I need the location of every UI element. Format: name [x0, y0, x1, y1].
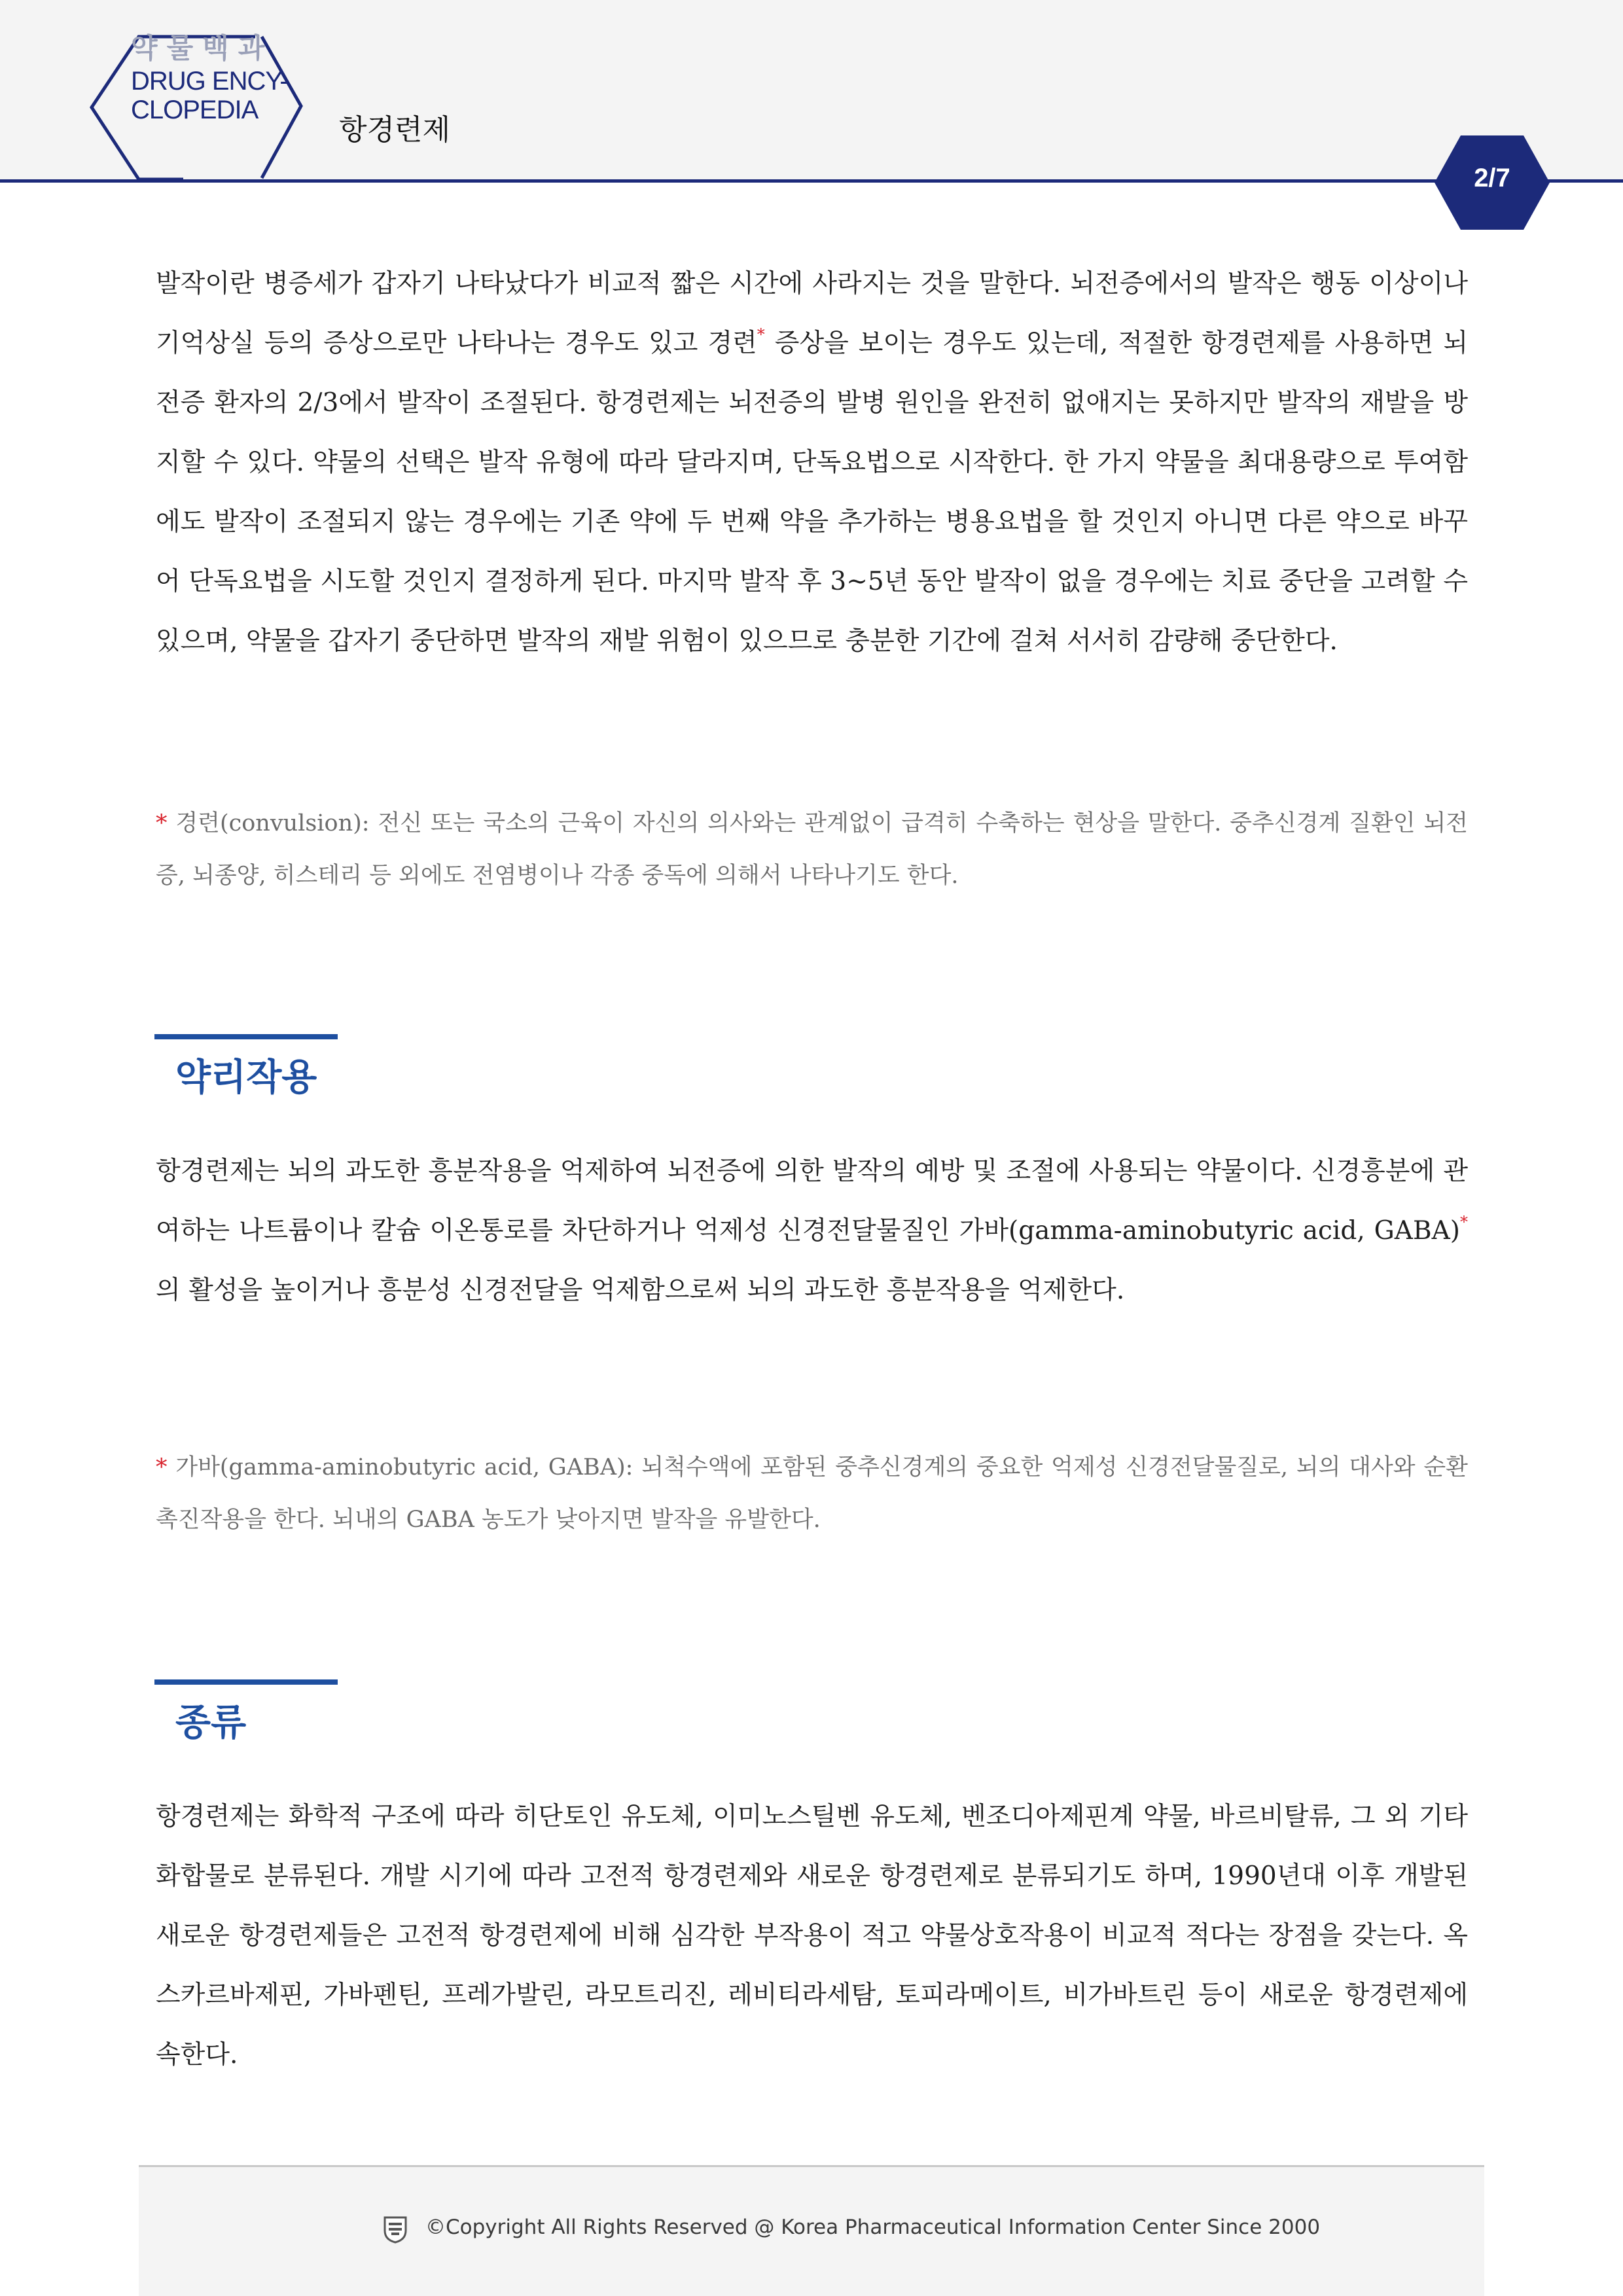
- intro-paragraph: [156, 254, 1468, 671]
- gaba-footnote: [156, 1441, 1468, 1546]
- intro-text-b: 증상을 보이는 경우도 있는데, 적절한 항경련제를 사용하면 뇌전증 환자의 2/3에서 발작이 조절된다. 항경련제는 뇌전증의 발병 원인을 완전히 없애지는 못하지만 발작의 재발을 방지할 수 있다. 약물의 선택은 발작 유형에 따라 달라지며, 단독요법으로 시작한다. 한 가지 약물을 최대용량으로 투여함에도 발작이 조절되지 않는 경우에는 기존 약에 두 번째 약을 추가하는 병용요법을 할 것인지 아니면 다른 약으로 바꾸어 단독요법을 시도할 것인지 결정하게 된다. 마지막 발작 후 3~5년 동안 발작이 없을 경우에는 치료 중단을 고려할 수 있으며, 약물을 갑자기 중단하면 발작의 재발 위험이 있으므로 충분한 기간에 걸쳐 서서히 감량해 중단한다.: [156, 329, 1468, 656]
- logo-english-line2: CLOPEDIA: [131, 96, 259, 124]
- pharmacology-paragraph: [156, 1141, 1468, 1320]
- pharmacology-text-a: 항경련제는 뇌의 과도한 흥분작용을 억제하여 뇌전증에 의한 발작의 예방 및 조절에 사용되는 약물이다. 신경흥분에 관여하는 나트륨이나 칼슘 이온통로를 차단하거나 억제성 신경전달물질인 가바(gamma-aminobutyric acid, GABA): [156, 1157, 1468, 1246]
- logo: [131, 30, 327, 124]
- logo-korean: 약물백과: [131, 33, 274, 63]
- copyright-text: ©Copyright All Rights Reserved @ Korea Pharmaceutical Information Center Since 2000: [425, 2215, 1321, 2239]
- footnote-star: *: [156, 810, 168, 836]
- intro-text-a: 발작이란 병증세가 갑자기 나타났다가 비교적 짧은 시간에 사라지는 것을 말한다. 뇌전증에서의 발작은 행동 이상이나 기억상실 등의 증상으로만 나타나는 경우도 있고 경련: [156, 269, 1468, 358]
- convulsion-footnote-text: 경련(convulsion): 전신 또는 국소의 근육이 자신의 의사와는 관계없이 급격히 수축하는 현상을 말한다. 중추신경계 질환인 뇌전증, 뇌종양, 히스테리 등 외에도 전염병이나 각종 중독에 의해서 나타나기도 한다.: [156, 810, 1468, 889]
- convulsion-footnote: [156, 797, 1468, 902]
- section-title-types: 종류: [175, 1702, 247, 1743]
- footnote-marker: *: [757, 325, 765, 344]
- section-title-pharmacology: 약리작용: [175, 1056, 317, 1098]
- gaba-footnote-text: 가바(gamma-aminobutyric acid, GABA): 뇌척수액에 포함된 중추신경계의 중요한 억제성 신경전달물질로, 뇌의 대사와 순환 촉진작용을 한다. 뇌내의 GABA 농도가 낮아지면 발작을 유발한다.: [156, 1454, 1468, 1533]
- section-bar-types: [154, 1679, 338, 1685]
- kpic-emblem-icon: [382, 2215, 408, 2244]
- section-bar-pharmacology: [154, 1034, 338, 1039]
- pharmacology-text-b: 의 활성을 높이거나 흥분성 신경전달을 억제함으로써 뇌의 과도한 흥분작용을 억제한다.: [156, 1276, 1125, 1305]
- page-number: 2/7: [1474, 164, 1510, 192]
- types-paragraph: 항경련제는 화학적 구조에 따라 히단토인 유도체, 이미노스틸벤 유도체, 벤조디아제핀계 약물, 바르비탈류, 그 외 기타 화합물로 분류된다. 개발 시기에 따라 고전적 항경련제와 새로운 항경련제로 분류되기도 하며, 1990년대 이후 개발된 새로운 항경련제들은 고전적 항경련제에 비해 심각한 부작용이 적고 약물상호작용이 비교적 적다는 장점을 갖는다. 옥스카르바제핀, 가바펜틴, 프레가발린, 라모트리진, 레비티라세탐, 토피라메이트, 비가바트린 등이 새로운 항경련제에 속한다.: [156, 1802, 1468, 2070]
- logo-english-line1: DRUG ENCY-: [131, 67, 288, 96]
- document-title: 항경련제: [339, 114, 451, 146]
- footnote-marker: *: [1460, 1213, 1468, 1231]
- footnote-star: *: [156, 1454, 168, 1480]
